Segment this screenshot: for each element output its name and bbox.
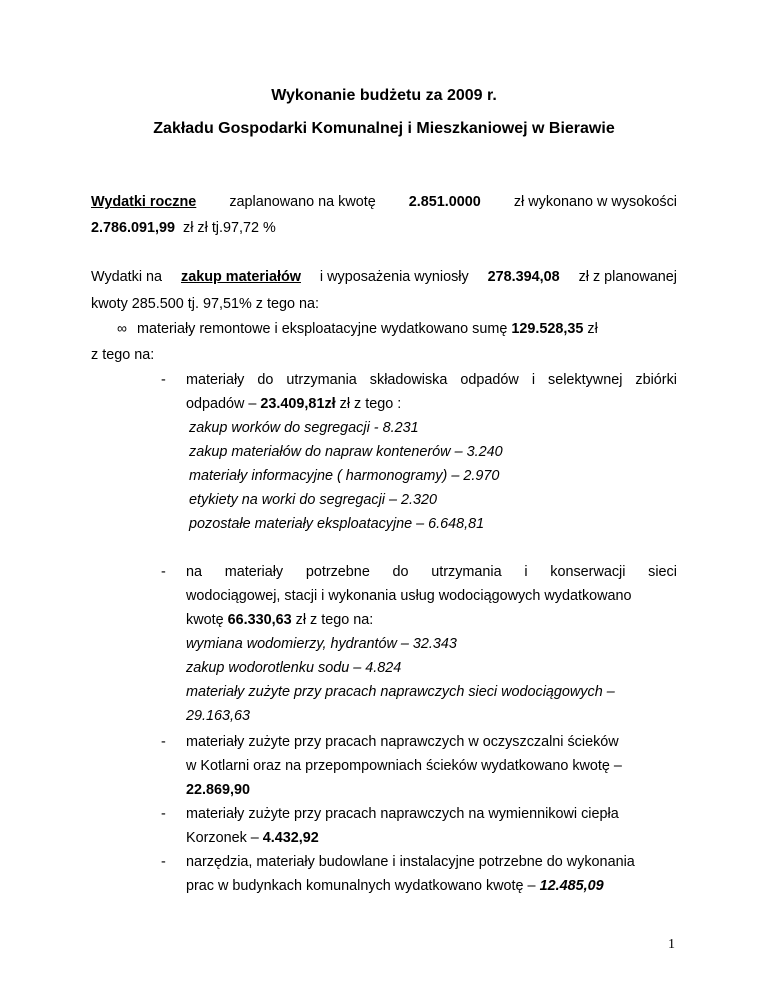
page-number: 1 [668, 937, 675, 952]
item4-dash: - [161, 806, 166, 822]
item1-word: selektywnej [548, 372, 623, 388]
item4-line2 [186, 829, 319, 847]
item1-sub-line: materiały informacyjne ( harmonogramy) – 2.970 [189, 468, 500, 484]
item2-word: konserwacji [550, 564, 626, 580]
item4-amount: 4.432,92 [262, 830, 319, 846]
item1-sub-line: etykiety na worki do segregacji – 2.320 [189, 492, 437, 508]
item2-word: na [186, 564, 203, 580]
item2-dash: - [161, 564, 166, 580]
item1-line1 [186, 371, 677, 389]
bullet-amount: 129.528,35 [511, 321, 584, 337]
item1-word: do [257, 372, 274, 388]
item3-amount: 22.869,90 [186, 782, 251, 798]
item1-word: materiały [186, 372, 245, 388]
bullet-continuation: z tego na: [91, 347, 155, 363]
para2-text-a: Wydatki na [91, 269, 163, 285]
item5-line2 [186, 877, 604, 895]
item1-word: i [531, 372, 536, 388]
item2-word: i [524, 564, 528, 580]
item1-sub-line: zakup worków do segregacji - 8.231 [189, 420, 419, 436]
para2-line2: kwoty 285.500 tj. 97,51% z tego na: [91, 296, 320, 312]
item2-line3-prefix: kwotę [186, 612, 224, 628]
item1-line2 [186, 395, 401, 413]
item2-word: do [392, 564, 409, 580]
item5-amount: 12.485,09 [539, 878, 604, 894]
item5-line1: narzędzia, materiały budowlane i instalacyjne potrzebne do wykonania [186, 854, 635, 870]
para2-label: zakup materiałów [181, 269, 301, 285]
item5-line2-prefix: prac w budynkach komunalnych wydatkowano kwotę – [186, 878, 536, 894]
item5-dash: - [161, 854, 166, 870]
para1-amount-planned: 2.851.0000 [408, 194, 481, 210]
para1-text-b: zł wykonano w wysokości [513, 194, 677, 210]
item1-word: składowiska [369, 372, 448, 388]
item2-word: utrzymania [431, 564, 502, 580]
item1-word: utrzymania [286, 372, 357, 388]
item2-sub-line: wymiana wodomierzy, hydrantów – 32.343 [186, 636, 457, 652]
item2-amount: 66.330,63 [227, 612, 292, 628]
item2-word: potrzebne [305, 564, 370, 580]
item3-line1: materiały zużyte przy pracach naprawczych w oczyszczalni ścieków [186, 734, 619, 750]
item4-line2-prefix: Korzonek – [186, 830, 259, 846]
bullet-suffix: zł [587, 321, 598, 337]
item1-line2-prefix: odpadów – [186, 396, 257, 412]
para2-amount: 278.394,08 [487, 269, 560, 285]
item3-dash: - [161, 734, 166, 750]
para2-text-b: i wyposażenia wyniosły [319, 269, 469, 285]
para1-line1 [91, 193, 677, 211]
item2-line3-suffix: zł z tego na: [295, 612, 374, 628]
item1-word: odpadów [460, 372, 519, 388]
para1-text-c: zł zł tj.97,72 % [183, 220, 276, 236]
item1-word: zbiórki [635, 372, 677, 388]
para1-label: Wydatki roczne [91, 194, 197, 210]
bullet-text: materiały remontowe i eksploatacyjne wydatkowano sumę [137, 321, 508, 337]
item2-sub-line: zakup wodorotlenku sodu – 4.824 [186, 660, 402, 676]
item2-line3 [186, 611, 373, 629]
item1-sub-line: zakup materiałów do napraw kontenerów – 3.240 [189, 444, 503, 460]
title-line-1: Wykonanie budżetu za 2009 r. [271, 87, 497, 104]
item1-line2-suffix: zł z tego : [339, 396, 402, 412]
item3-line2: w Kotlarni oraz na przepompowniach ścieków wydatkowano kwotę – [186, 758, 622, 774]
item2-sub-line: 29.163,63 [186, 708, 251, 724]
title-line-2: Zakładu Gospodarki Komunalnej i Mieszkaniowej w Bierawie [153, 120, 615, 137]
para1-amount-done: 2.786.091,99 [91, 220, 176, 236]
item1-sub-line: pozostałe materiały eksploatacyjne – 6.648,81 [189, 516, 485, 532]
bullet-line [137, 320, 598, 338]
item1-dash: - [161, 372, 166, 388]
item2-word: materiały [224, 564, 284, 580]
item2-line2: wodociągowej, stacji i wykonania usług wodociągowych wydatkowano [186, 588, 632, 604]
para1-line2 [91, 219, 276, 237]
item1-amount: 23.409,81zł [260, 396, 336, 412]
item2-sub-line: materiały zużyte przy pracach naprawczych sieci wodociągowych – [186, 684, 615, 700]
para1-text-a: zaplanowano na kwotę [229, 194, 376, 210]
infinity-bullet-icon: ∞ [117, 320, 127, 336]
item2-line1 [186, 563, 677, 581]
para2-line1 [91, 268, 677, 286]
para2-text-c: zł z planowanej [578, 269, 677, 285]
item2-word: sieci [648, 564, 677, 580]
item4-line1: materiały zużyte przy pracach naprawczych na wymiennikowi ciepła [186, 806, 619, 822]
